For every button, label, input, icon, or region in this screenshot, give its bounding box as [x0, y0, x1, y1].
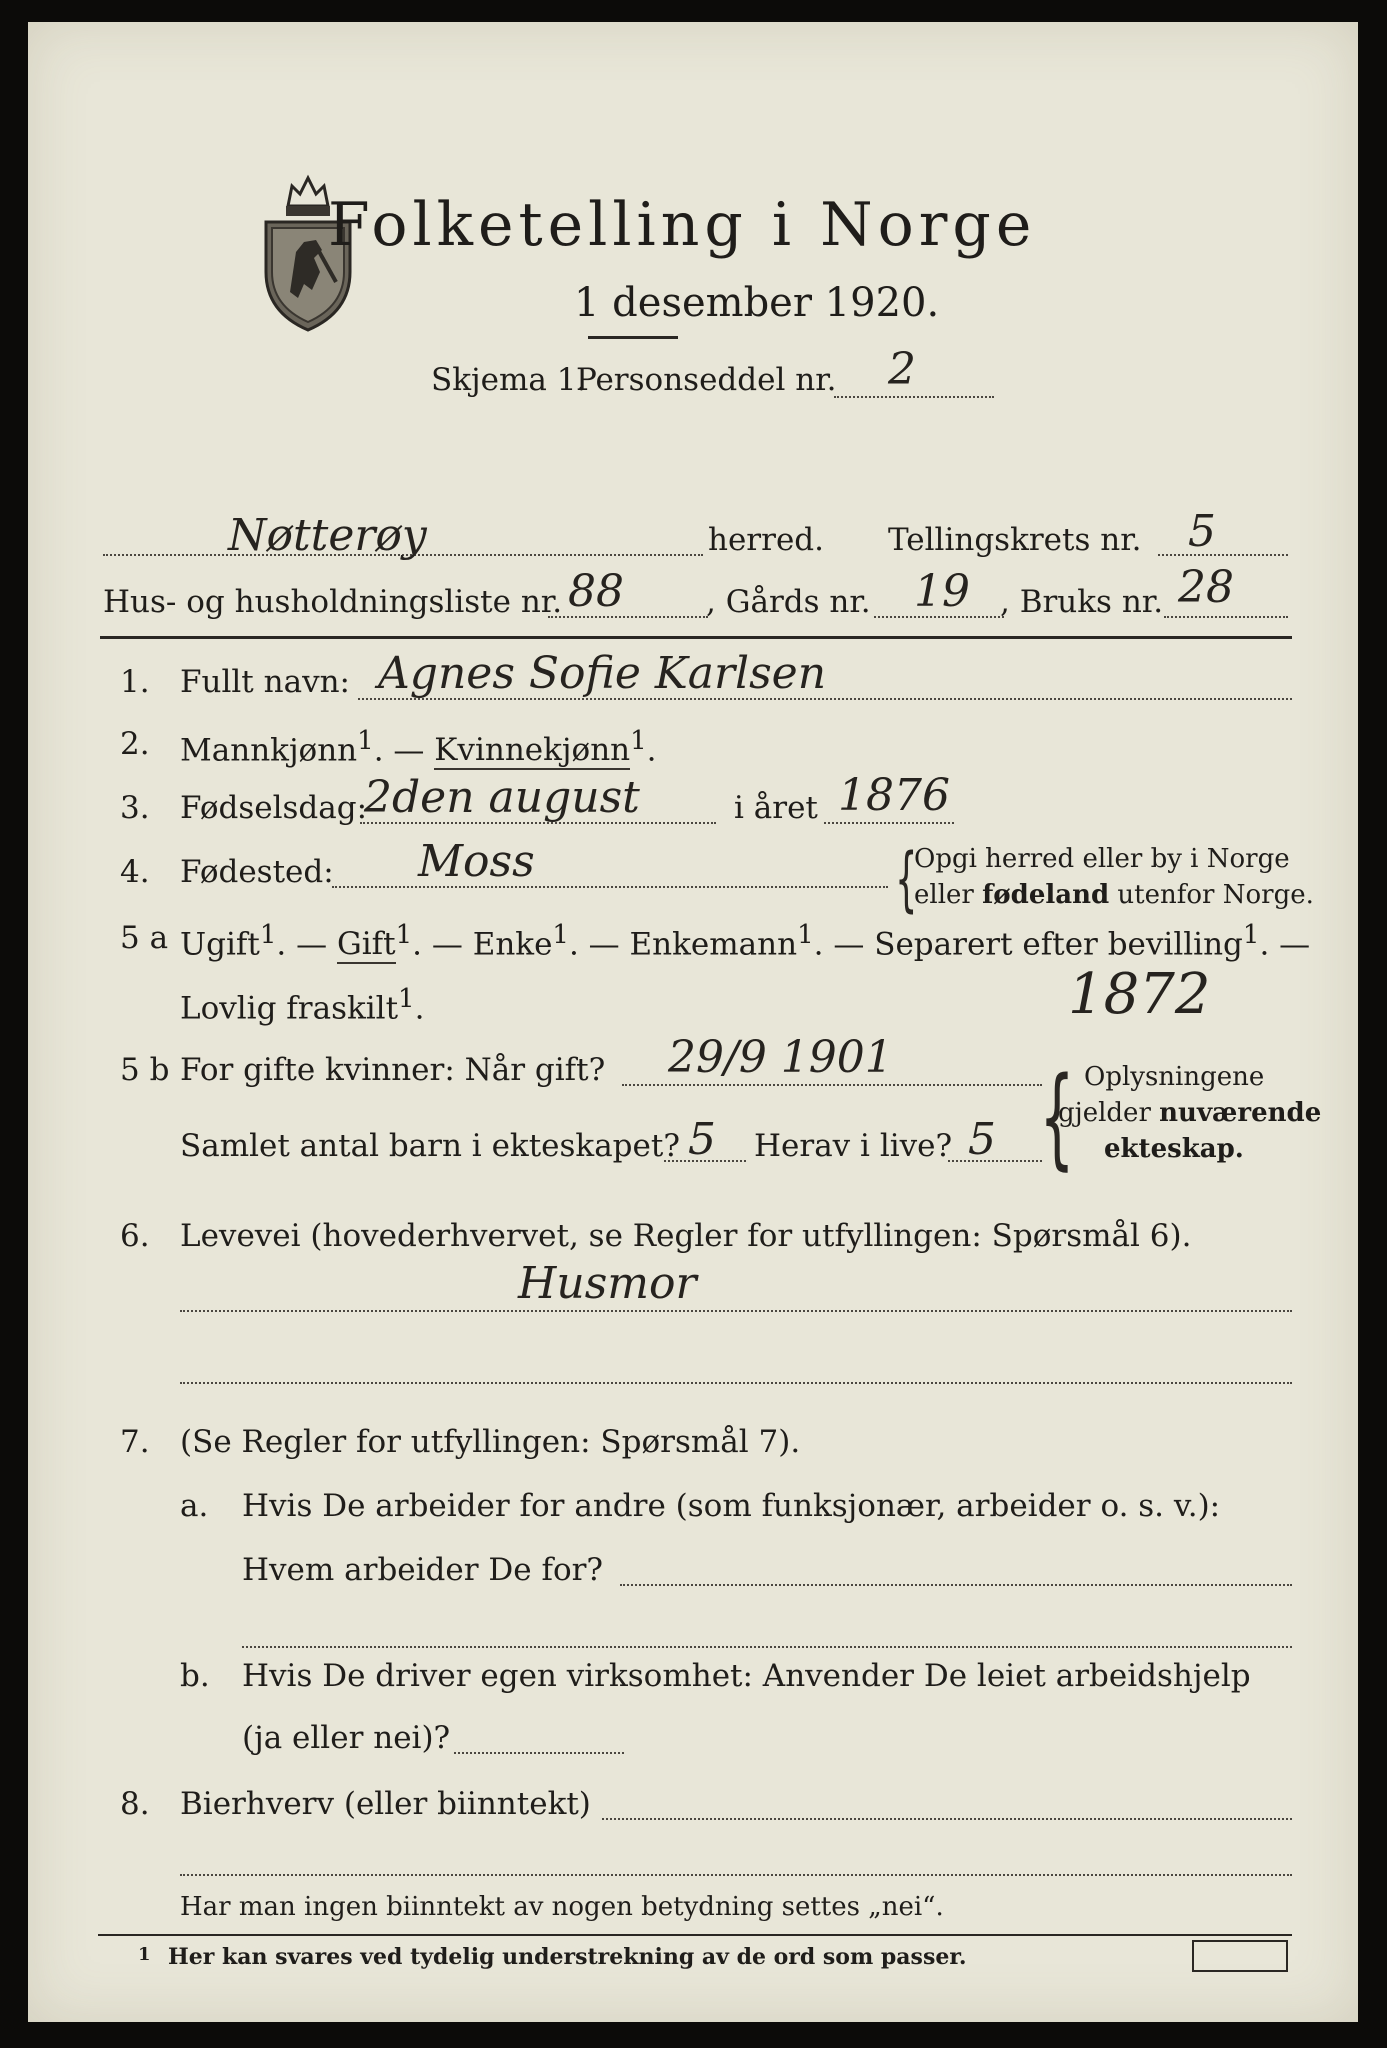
herred-label: herred. — [708, 522, 824, 558]
q7b-line2: (ja eller nei)? — [242, 1720, 451, 1756]
fraskilt-option[interactable]: Lovlig fraskilt — [180, 990, 399, 1027]
gift-option[interactable]: Gift — [336, 926, 396, 963]
gards-label: , Gårds nr. — [706, 584, 871, 620]
title-divider — [588, 336, 678, 339]
q5b-note-3: ekteskap. — [1104, 1134, 1244, 1164]
year-label: i året — [734, 790, 818, 826]
personseddel-label: Personseddel nr. — [576, 362, 837, 398]
q6-number: 6. — [120, 1218, 150, 1254]
q2-options: Mannkjønn$^1$. — Kvinnekjønn$^1$. — [180, 726, 657, 769]
q8-label: Bierhverv (eller biinntekt) — [180, 1786, 591, 1822]
marital-options: Ugift$^1$. — Gift$^1$. — Enke$^1$. — Enkemann$^1$. — Separert efter bevilling$^1$. — — [180, 920, 1311, 963]
bruks-value[interactable]: 28 — [1178, 562, 1234, 613]
footnote-text: Her kan svares ved tydelig understrekning av de ord som passer. — [168, 1944, 967, 1970]
q3-label: Fødselsdag: — [180, 790, 368, 826]
enke-option[interactable]: Enke — [472, 926, 553, 963]
biinntekt-note: Har man ingen biinntekt av nogen betydning settes „nei“. — [180, 1892, 944, 1922]
q5b-note-2: gjelder nuværende — [1058, 1098, 1322, 1128]
q1-label: Fullt navn: — [180, 664, 350, 700]
q4-label: Fødested: — [180, 854, 334, 890]
q7b-answer-line[interactable] — [454, 1752, 624, 1754]
male-option[interactable]: Mannkjønn — [180, 732, 358, 769]
fraskilt-line: Lovlig fraskilt$^1$. — [180, 984, 425, 1027]
q7-number: 7. — [120, 1424, 150, 1460]
enkemann-option[interactable]: Enkemann — [629, 926, 798, 963]
q5b-brace: { — [1039, 1053, 1075, 1181]
q4-note-1: Opgi herred eller by i Norge — [914, 844, 1290, 874]
footnote-mark: 1 — [138, 1944, 151, 1965]
q7a-answer-line[interactable] — [620, 1584, 1292, 1586]
q3-number: 3. — [120, 790, 150, 826]
footer-divider — [98, 1934, 1292, 1936]
q5a-number: 5 a — [120, 920, 169, 956]
q5b-note-1: Oplysningene — [1084, 1062, 1265, 1092]
female-option[interactable]: Kvinnekjønn — [434, 732, 631, 769]
marriage-date-value[interactable]: 29/9 1901 — [668, 1032, 893, 1083]
q4-number: 4. — [120, 854, 150, 890]
q4-brace: { — [895, 838, 918, 920]
q7b-letter: b. — [180, 1658, 210, 1694]
full-name-value[interactable]: Agnes Sofie Karlsen — [378, 648, 827, 699]
separert-option[interactable]: Separert efter bevilling — [874, 926, 1243, 963]
q7a-line1: Hvis De arbeider for andre (som funksjonær, arbeider o. s. v.): — [242, 1488, 1221, 1524]
printer-stamp — [1192, 1940, 1288, 1972]
personseddel-value[interactable]: 2 — [888, 344, 916, 395]
q2-number: 2. — [120, 726, 150, 762]
census-form-sheet — [28, 22, 1358, 2022]
barn-label: Samlet antal barn i ekteskapet? — [180, 1128, 680, 1164]
census-date: 1 desember 1920. — [574, 280, 940, 326]
herred-value[interactable]: Nøtterøy — [228, 510, 427, 561]
q5b-label: For gifte kvinner: Når gift? — [180, 1052, 606, 1088]
hus-value[interactable]: 88 — [568, 566, 624, 617]
margin-annotation: 1872 — [1068, 962, 1211, 1027]
q4-note-2: eller fødeland utenfor Norge. — [914, 880, 1314, 910]
q5b-number: 5 b — [120, 1052, 170, 1088]
birth-year-value[interactable]: 1876 — [838, 770, 950, 821]
occupation-value[interactable]: Husmor — [518, 1258, 697, 1309]
ugift-option[interactable]: Ugift — [180, 926, 260, 963]
q7b-line1: Hvis De driver egen virksomhet: Anvender De leiet arbeidshjelp — [242, 1658, 1251, 1694]
birthdate-value[interactable]: 2den august — [364, 772, 640, 823]
tellingskrets-value[interactable]: 5 — [1188, 506, 1216, 557]
children-count-value[interactable]: 5 — [688, 1114, 716, 1165]
birthplace-value[interactable]: Moss — [418, 836, 535, 887]
tellingskrets-label: Tellingskrets nr. — [888, 522, 1142, 558]
form-title: Folketelling i Norge — [328, 190, 1037, 260]
bruks-label: , Bruks nr. — [1000, 584, 1164, 620]
ilive-label: Herav i live? — [754, 1128, 953, 1164]
q8-number: 8. — [120, 1786, 150, 1822]
q6-label: Levevei (hovederhvervet, se Regler for utfyllingen: Spørsmål 6). — [180, 1218, 1192, 1254]
skjema-label: Skjema 1. — [431, 362, 587, 398]
gards-value[interactable]: 19 — [914, 566, 970, 617]
hus-label: Hus- og husholdningsliste nr. — [103, 584, 563, 620]
living-children-value[interactable]: 5 — [968, 1114, 996, 1165]
q8-answer-line[interactable] — [602, 1818, 1292, 1820]
q1-number: 1. — [120, 664, 150, 700]
q7-label: (Se Regler for utfyllingen: Spørsmål 7). — [180, 1424, 801, 1460]
q7a-line2: Hvem arbeider De for? — [242, 1552, 604, 1588]
q7a-letter: a. — [180, 1488, 209, 1524]
header-divider — [100, 636, 1292, 639]
